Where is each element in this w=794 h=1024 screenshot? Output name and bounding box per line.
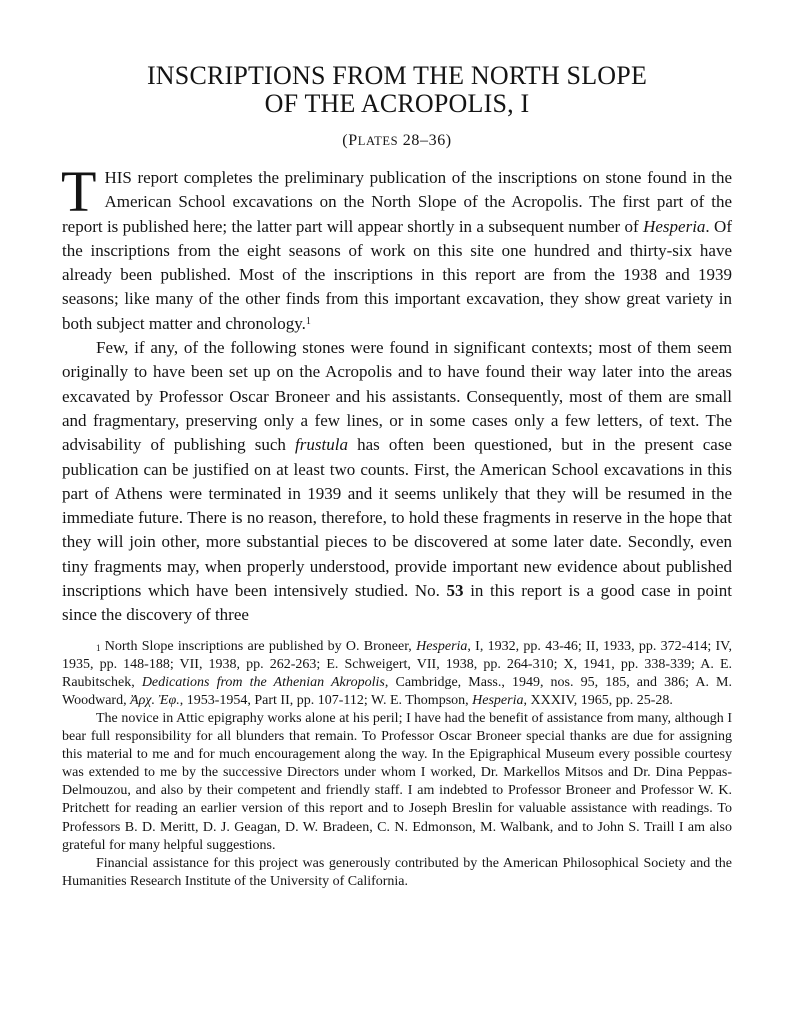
journal-name: Hesperia [643,216,706,236]
footnote-number: 1 [96,642,101,653]
footnote-funding: Financial assistance for this project was generously contributed by the American Philosophical Society and the Humanities Research Institute of the University of California. [62,855,732,889]
inscription-number: 53 [446,581,464,601]
italic-term: frustula [295,435,348,455]
title-line-2: OF THE ACROPOLIS, I [264,89,530,118]
article-title [62,62,732,118]
article-body [61,159,733,628]
plates-reference: (PLATES 28–36) [342,132,452,149]
paragraph-1: THIS report completes the preliminary publication of the inscriptions on stone found in the American School excavations on the North Slope of the Acropolis. The first part of the report is published here; the latter part will appear shortly in a subsequent number of Hesperia. Of the inscriptions from the eight seasons of work on this site one hundred and thirty-six have already been published. Most of the inscriptions in this report are from the 1938 and 1939 seasons; like many of the other finds from this important excavation, they show great variety in both subject matter and chronology.$^1$ [61,159,732,333]
article-page [62,62,732,891]
footnote-1: $^1$ North Slope inscriptions are published by O. Broneer, Hesperia, I, 1932, pp. 43-46; II, 1933, pp. 372-414; IV, 1935, pp. 148-188; VII, 1938, pp. 262-263; E. Schweigert, VII, 1938, pp. 264-310; X, 1941, pp. 338-339; A. E. Raubitschek, Dedications from the Athenian Akropolis, Cambridge, Mass., 1949, nos. 95, 185, and 386; A. M. Woodward, Ἀρχ. Ἐφ., 1953-1954, Part II, pp. 107-112; W. E. Thompson, Hesperia, XXXIV, 1965, pp. 25-28. [62,638,732,708]
footnote-acknowledgments: The novice in Attic epigraphy works alone at his peril; I have had the benefit of assistance from many, although I bear full responsibility for all blunders that remain. To Professor Oscar Broneer special thanks are due for assigning this material to me and for much encouragement along the way. In the Epigraphical Museum every possible courtesy was extended to me by the successive Directors under whom I worked, Dr. Markellos Mitsos and Dr. Dina Peppas-Delmouzou, and also by their competent and friendly staff. I am indebted to Professor Broneer and Professor W. K. Pritchett for reading an earlier version of this report and to Joseph Breslin for valuable assistance with readings. To Professors B. D. Meritt, D. J. Geagan, D. W. Bradeen, C. N. Edmonson, M. Walbank, and to John S. Traill I am also grateful for many helpful suggestions. [62,711,732,853]
footnotes [62,638,732,891]
footnote-marker: 1 [305,315,311,327]
paragraph-2: Few, if any, of the following stones were found in significant contexts; most of them seem originally to have been set up on the Acropolis and to have found their way later into the areas excavated by Professor Oscar Broneer and his assistants. Consequently, most of them are small and fragmentary, preserving only a few lines, or in some cases only a few letters, of text. The advisability of publishing such frustula has often been questioned, but in the present case publication can be justified on at least two counts. First, the American School excavations in this part of Athens were terminated in 1939 and it seems unlikely that they will be resumed in the immediate future. There is no reason, therefore, to hold these fragments in reserve in the hope that they will join other, more substantial pieces to be discovered at some later date. Secondly, even tiny fragments may, when properly understood, provide important new evidence about published inscriptions which have been intensively studied. No. 53 in this report is a good case in point since the discovery of three [62,338,733,625]
title-line-1: INSCRIPTIONS FROM THE NORTH SLOPE [146,61,648,90]
drop-cap: T [61,159,97,224]
